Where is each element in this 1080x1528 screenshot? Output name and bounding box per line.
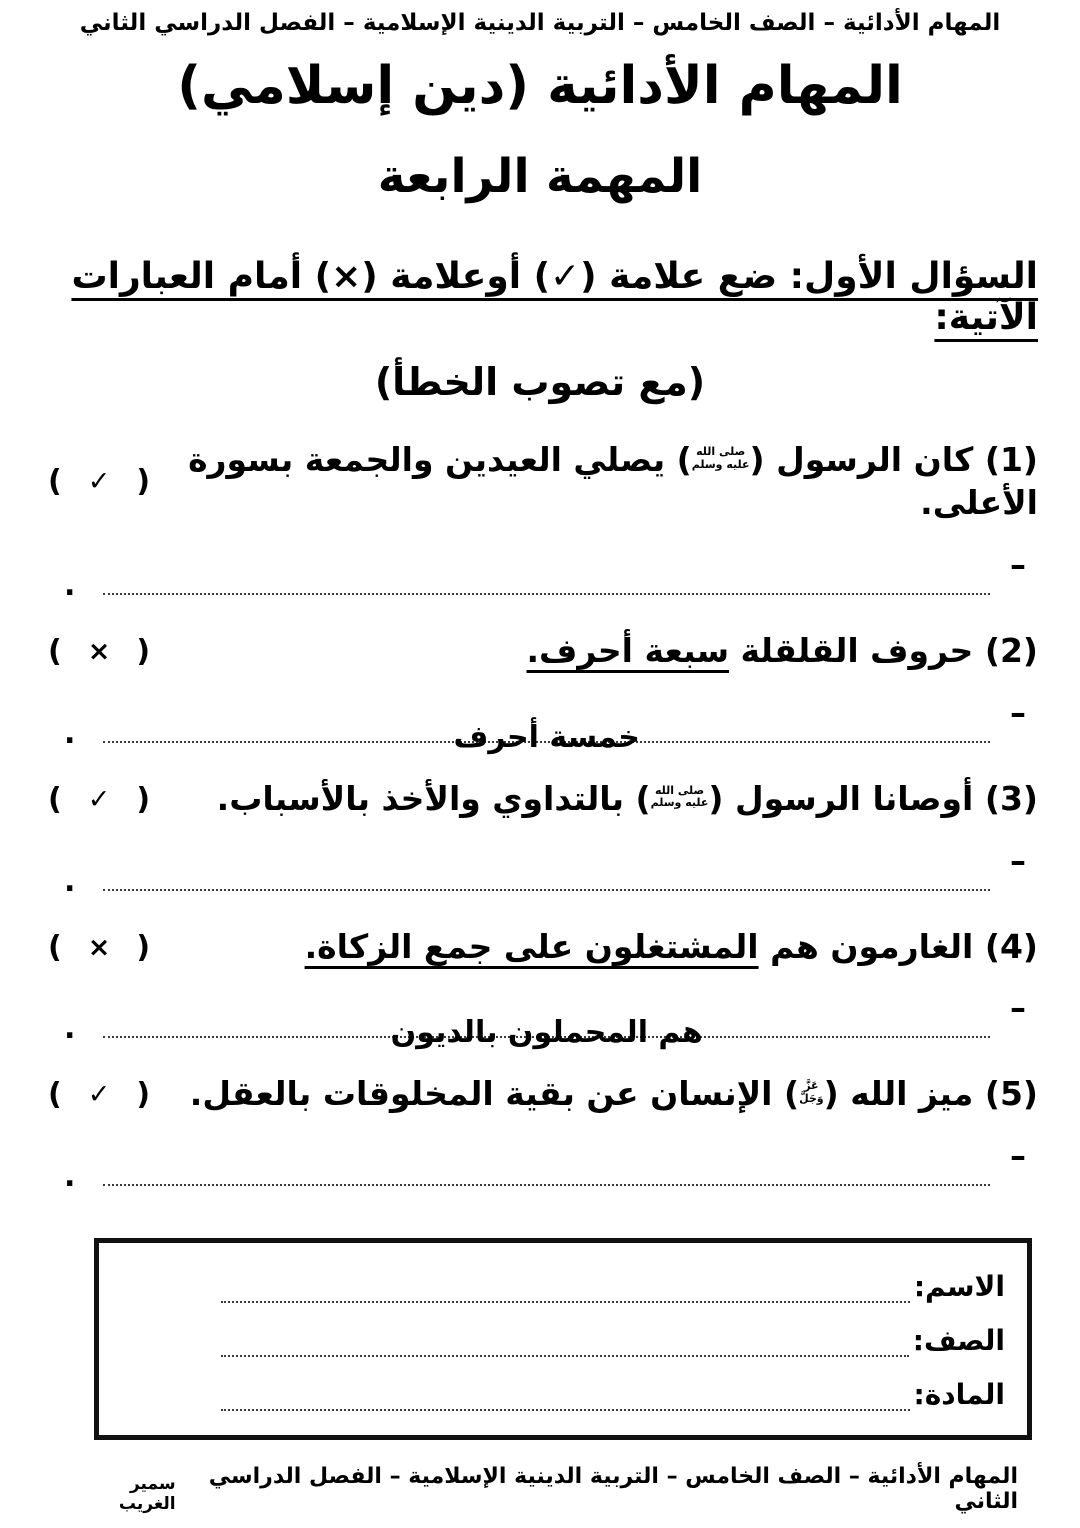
correction-dash: –: [1010, 545, 1026, 584]
item-1-text-pre: كان الرسول (: [749, 440, 974, 479]
honorific-bottom: عليه وسلم: [650, 796, 709, 810]
open-paren: (: [48, 929, 62, 965]
correction-dash: –: [1010, 989, 1026, 1028]
correction-dotted-line-5[interactable]: [103, 1144, 990, 1186]
honorific-top: عَزَّ: [804, 1079, 819, 1093]
honorific-bottom: وَجَلَّ: [799, 1091, 824, 1105]
correction-line-3: [42, 841, 1038, 899]
name-input-line[interactable]: [221, 1269, 910, 1303]
subject-label: المادة:: [913, 1378, 1005, 1412]
subject-input-line[interactable]: [221, 1377, 910, 1411]
page-header: المهام الأدائية – الصف الخامس – التربية الدينية الإسلامية – الفصل الدراسي الثاني: [79, 10, 1001, 36]
open-paren: (: [48, 781, 62, 817]
statement-2: [526, 630, 1038, 673]
correction-line-2: [42, 693, 1038, 755]
open-paren: (: [48, 633, 62, 669]
correction-line-1: [42, 545, 1038, 603]
correction-dotted-line-4[interactable]: [103, 996, 990, 1051]
statement-5: [190, 1073, 1038, 1116]
answer-mark-5: [42, 1077, 150, 1112]
correction-dash: –: [1010, 841, 1026, 880]
close-paren: ): [136, 781, 151, 817]
item-4-underlined-text: المشتغلون على جمع الزكاة.: [304, 926, 759, 966]
statement-1: [150, 439, 1038, 525]
close-paren: ): [136, 929, 151, 965]
answer-mark-3: [42, 782, 150, 817]
honorific-top: صلى الله: [696, 444, 746, 458]
correction-dotted-line-2[interactable]: [103, 701, 990, 755]
name-label: الاسم:: [913, 1270, 1005, 1304]
item-4-number: (4): [984, 926, 1038, 966]
close-paren: ): [136, 633, 151, 669]
open-paren: (: [48, 1077, 62, 1113]
correction-period: .: [64, 1159, 76, 1195]
info-row-subject: [129, 1371, 1005, 1411]
correction-dash: –: [1010, 1137, 1026, 1176]
question-item-5: [42, 1073, 1038, 1116]
item-3-text-post: ) بالتداوي والأخذ بالأسباب.: [216, 778, 651, 818]
item-5-number: (5): [984, 1074, 1038, 1114]
item-1-number: (1): [984, 440, 1038, 479]
correction-line-4: [42, 989, 1038, 1051]
answer-mark-2: [42, 634, 150, 669]
pbuh-honorific-stamp: [692, 446, 750, 471]
question-item-1: [42, 439, 1038, 525]
cross-mark: ×: [87, 931, 111, 963]
statement-3: [217, 778, 1038, 821]
statement-4: [305, 926, 1038, 969]
check-mark: ✓: [87, 783, 111, 815]
info-row-name: [129, 1263, 1005, 1303]
footer-text: المهام الأدائية – الصف الخامس – التربية الدينية الإسلامية – الفصل الدراسي الثاني: [208, 1464, 1018, 1514]
question-heading: السؤال الأول: ضع علامة (✓) أوعلامة (×) أمام العبارات الآتية:: [71, 256, 1038, 338]
azza-wa-jall-honorific-stamp: [799, 1080, 824, 1105]
item-2-text-pre: حروف القلقلة: [740, 630, 974, 670]
open-paren: (: [48, 464, 62, 500]
check-mark: ✓: [87, 466, 111, 498]
page-footer: [42, 1464, 1038, 1514]
correction-period: .: [64, 567, 76, 603]
question-item-2: [42, 630, 1038, 673]
pbuh-honorific-stamp: [651, 785, 709, 810]
item-2-underlined-text: سبعة أحرف.: [526, 630, 730, 670]
task-number-subtitle: المهمة الرابعة: [377, 149, 703, 204]
correction-dotted-line-1[interactable]: [103, 553, 990, 595]
item-5-text-pre: ميز الله (: [823, 1074, 974, 1114]
close-paren: ): [136, 1077, 151, 1113]
answer-mark-1: [42, 464, 150, 499]
item-2-number: (2): [984, 630, 1038, 670]
class-label: الصف:: [912, 1324, 1005, 1358]
item-4-text-pre: الغارمون هم: [770, 926, 974, 966]
question-note: (مع تصوب الخطأ): [374, 360, 706, 404]
correction-dash: –: [1010, 693, 1026, 732]
item-3-text-pre: أوصانا الرسول (: [708, 778, 974, 818]
honorific-top: صلى الله: [654, 783, 705, 797]
correction-dotted-line-3[interactable]: [103, 849, 990, 891]
answer-mark-4: [42, 930, 150, 965]
info-row-class: [129, 1317, 1005, 1357]
class-input-line[interactable]: [221, 1323, 909, 1357]
correction-period: .: [64, 715, 76, 751]
correction-answer-2: خمسة أحرف: [453, 719, 640, 755]
correction-period: .: [64, 1011, 76, 1047]
student-info-box: [94, 1238, 1032, 1440]
honorific-bottom: عليه وسلم: [691, 457, 750, 471]
item-3-number: (3): [984, 778, 1038, 818]
item-1-text-post: ) يصلي العيدين والجمعة بسورة الأعلى.: [188, 440, 1038, 522]
author-name: سمير الغريب: [118, 1474, 176, 1514]
question-item-4: [42, 926, 1038, 969]
check-mark: ✓: [87, 1079, 111, 1111]
cross-mark: ×: [87, 635, 111, 667]
page-title: المهام الأدائية (دين إسلامي): [177, 56, 903, 116]
correction-period: .: [64, 863, 76, 899]
correction-answer-4: هم المحملون بالديون: [390, 1015, 703, 1051]
question-item-3: [42, 778, 1038, 821]
item-5-text-post: ) الإنسان عن بقية المخلوقات بالعقل.: [189, 1074, 800, 1114]
close-paren: ): [136, 464, 151, 500]
correction-line-5: [42, 1137, 1038, 1195]
